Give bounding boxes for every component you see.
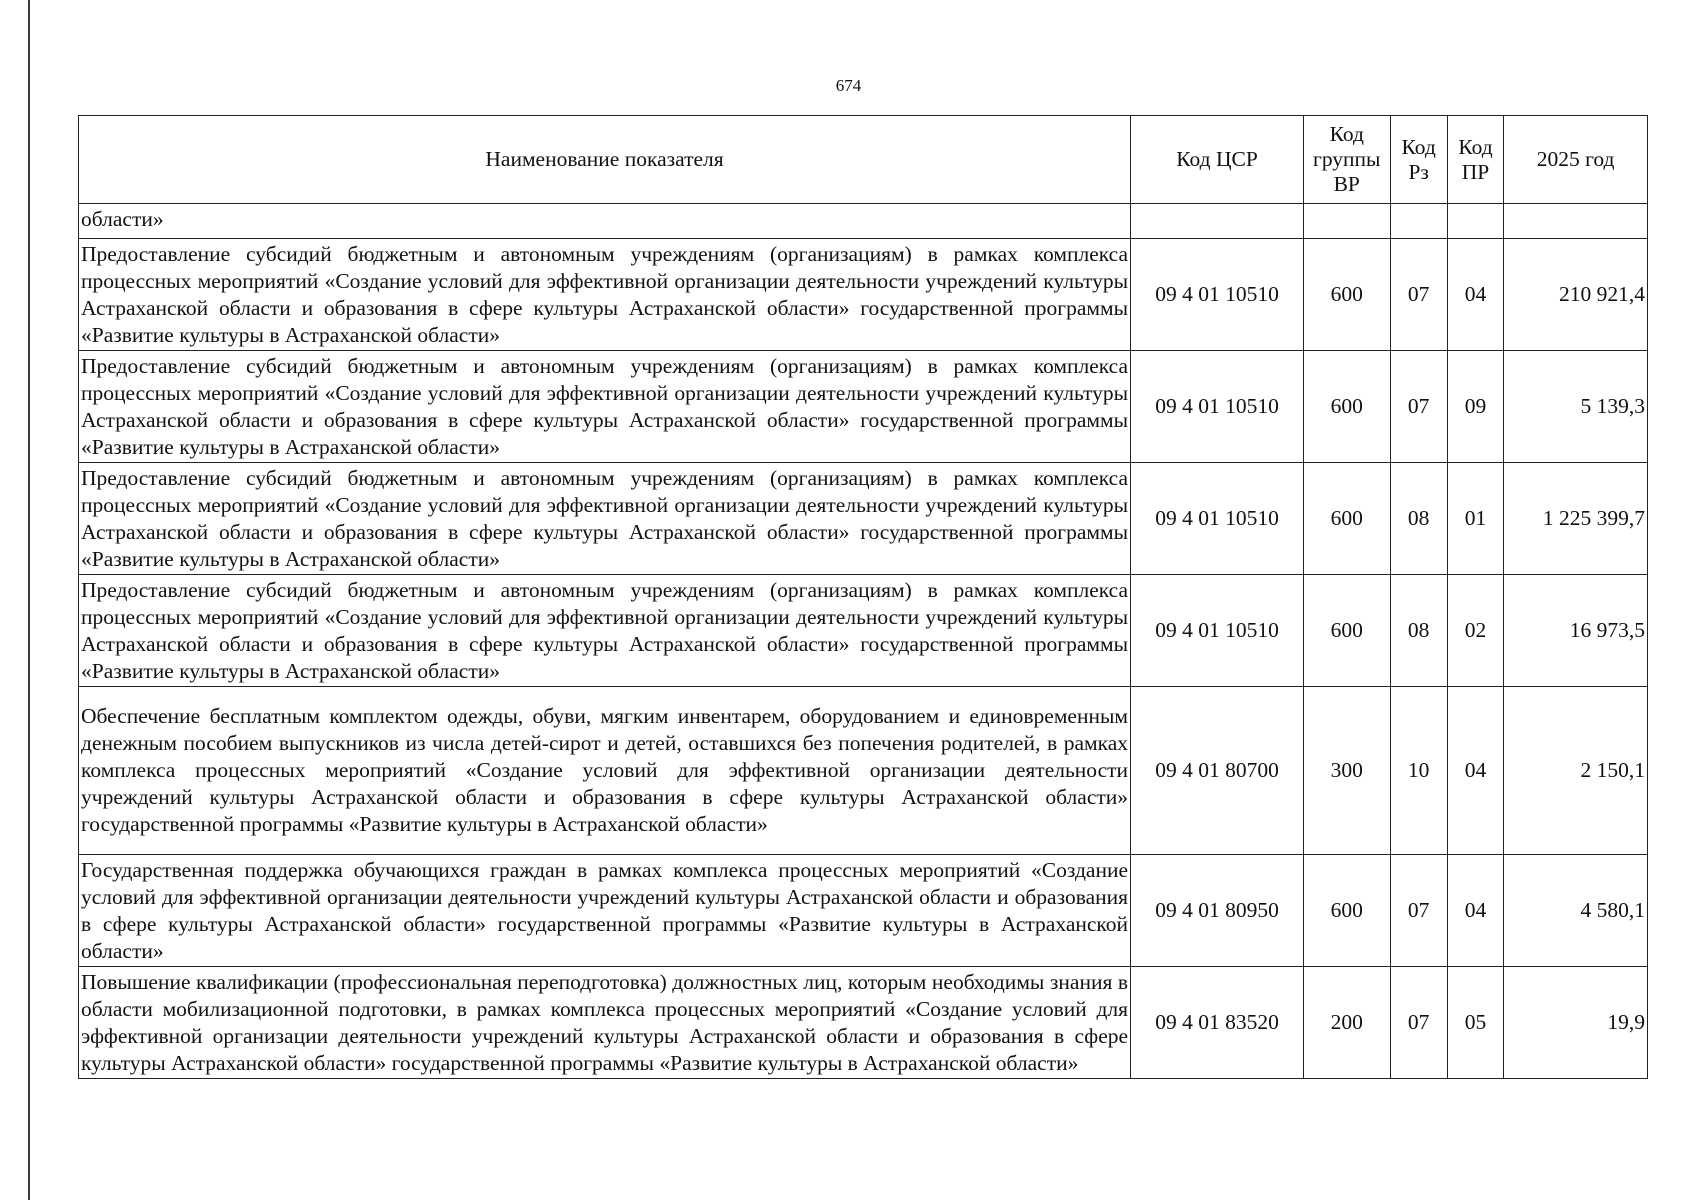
cell-csr-code: 09 4 01 10510 bbox=[1131, 351, 1304, 463]
cell-vr-code: 600 bbox=[1304, 855, 1390, 967]
cell-empty bbox=[1390, 204, 1447, 239]
cell-csr-code: 09 4 01 10510 bbox=[1131, 239, 1304, 351]
cell-name: Предоставление субсидий бюджетным и автономным учреждениям (организациям) в рамках комплекса процессных мероприятий «Создание условий для эффективной организации деятельности учреждений культуры Астраханской области и образования в сфере культуры Астраханской области» государственной программы «Развитие культуры в Астраханской области» bbox=[79, 575, 1131, 687]
table-header-row bbox=[79, 116, 1648, 204]
cell-empty bbox=[1304, 204, 1390, 239]
table-row bbox=[79, 855, 1648, 967]
header-name: Наименование показателя bbox=[79, 116, 1131, 204]
cell-csr-code: 09 4 01 10510 bbox=[1131, 575, 1304, 687]
header-rz-code: Код Рз bbox=[1390, 116, 1447, 204]
cell-amount: 16 973,5 bbox=[1504, 575, 1648, 687]
cell-rz-code: 07 bbox=[1390, 239, 1447, 351]
cell-vr-code: 600 bbox=[1304, 239, 1390, 351]
cell-pr-code: 09 bbox=[1447, 351, 1503, 463]
cell-amount: 5 139,3 bbox=[1504, 351, 1648, 463]
cell-empty bbox=[1447, 204, 1503, 239]
cell-rz-code: 08 bbox=[1390, 575, 1447, 687]
table-row bbox=[79, 967, 1648, 1079]
cell-pr-code: 04 bbox=[1447, 687, 1503, 855]
cell-name: Предоставление субсидий бюджетным и автономным учреждениям (организациям) в рамках комплекса процессных мероприятий «Создание условий для эффективной организации деятельности учреждений культуры Астраханской области и образования в сфере культуры Астраханской области» государственной программы «Развитие культуры в Астраханской области» bbox=[79, 351, 1131, 463]
cell-amount: 4 580,1 bbox=[1504, 855, 1648, 967]
cell-rz-code: 10 bbox=[1390, 687, 1447, 855]
table-row bbox=[79, 239, 1648, 351]
cell-pr-code: 02 bbox=[1447, 575, 1503, 687]
cell-amount: 2 150,1 bbox=[1504, 687, 1648, 855]
header-year: 2025 год bbox=[1504, 116, 1648, 204]
table-row bbox=[79, 687, 1648, 855]
cell-vr-code: 200 bbox=[1304, 967, 1390, 1079]
cell-csr-code: 09 4 01 80950 bbox=[1131, 855, 1304, 967]
cell-amount: 19,9 bbox=[1504, 967, 1648, 1079]
cell-name: Предоставление субсидий бюджетным и автономным учреждениям (организациям) в рамках комплекса процессных мероприятий «Создание условий для эффективной организации деятельности учреждений культуры Астраханской области и образования в сфере культуры Астраханской области» государственной программы «Развитие культуры в Астраханской области» bbox=[79, 239, 1131, 351]
cell-name: области» bbox=[79, 204, 1131, 239]
header-csr-code: Код ЦСР bbox=[1131, 116, 1304, 204]
header-pr-code: Код ПР bbox=[1447, 116, 1503, 204]
table-row bbox=[79, 351, 1648, 463]
table-row bbox=[79, 463, 1648, 575]
cell-empty bbox=[1504, 204, 1648, 239]
cell-vr-code: 600 bbox=[1304, 463, 1390, 575]
cell-pr-code: 04 bbox=[1447, 239, 1503, 351]
header-vr-code: Код группы ВР bbox=[1304, 116, 1390, 204]
cell-name: Государственная поддержка обучающихся граждан в рамках комплекса процессных мероприятий «Создание условий для эффективной организации деятельности учреждений культуры Астраханской области и образования в сфере культуры Астраханской области» государственной программы «Развитие культуры в Астраханской области» bbox=[79, 855, 1131, 967]
cell-amount: 210 921,4 bbox=[1504, 239, 1648, 351]
cell-pr-code: 01 bbox=[1447, 463, 1503, 575]
cell-csr-code: 09 4 01 10510 bbox=[1131, 463, 1304, 575]
cell-name: Предоставление субсидий бюджетным и автономным учреждениям (организациям) в рамках комплекса процессных мероприятий «Создание условий для эффективной организации деятельности учреждений культуры Астраханской области и образования в сфере культуры Астраханской области» государственной программы «Развитие культуры в Астраханской области» bbox=[79, 463, 1131, 575]
cell-vr-code: 600 bbox=[1304, 575, 1390, 687]
cell-vr-code: 300 bbox=[1304, 687, 1390, 855]
cell-name: Обеспечение бесплатным комплектом одежды, обуви, мягким инвентарем, оборудованием и единовременным денежным пособием выпускников из числа детей-сирот и детей, оставшихся без попечения родителей, в рамках комплекса процессных мероприятий «Создание условий для эффективной организации деятельности учреждений культуры Астраханской области и образования в сфере культуры Астраханской области» государственной программы «Развитие культуры в Астраханской области» bbox=[79, 687, 1131, 855]
cell-pr-code: 04 bbox=[1447, 855, 1503, 967]
table-row bbox=[79, 575, 1648, 687]
budget-table bbox=[78, 115, 1648, 1079]
cell-name: Повышение квалификации (профессиональная переподготовка) должностных лиц, которым необходимы знания в области мобилизационной подготовки, в рамках комплекса процессных мероприятий «Создание условий для эффективной организации деятельности учреждений культуры Астраханской области и образования в сфере культуры Астраханской области» государственной программы «Развитие культуры в Астраханской области» bbox=[79, 967, 1131, 1079]
cell-amount: 1 225 399,7 bbox=[1504, 463, 1648, 575]
cell-csr-code: 09 4 01 83520 bbox=[1131, 967, 1304, 1079]
binding-edge-line bbox=[28, 0, 30, 1200]
cell-csr-code: 09 4 01 80700 bbox=[1131, 687, 1304, 855]
cell-rz-code: 08 bbox=[1390, 463, 1447, 575]
cell-empty bbox=[1131, 204, 1304, 239]
cell-rz-code: 07 bbox=[1390, 967, 1447, 1079]
cell-pr-code: 05 bbox=[1447, 967, 1503, 1079]
table-row-continuation bbox=[79, 204, 1648, 239]
cell-rz-code: 07 bbox=[1390, 351, 1447, 463]
page-number: 674 bbox=[835, 76, 862, 95]
cell-vr-code: 600 bbox=[1304, 351, 1390, 463]
cell-rz-code: 07 bbox=[1390, 855, 1447, 967]
